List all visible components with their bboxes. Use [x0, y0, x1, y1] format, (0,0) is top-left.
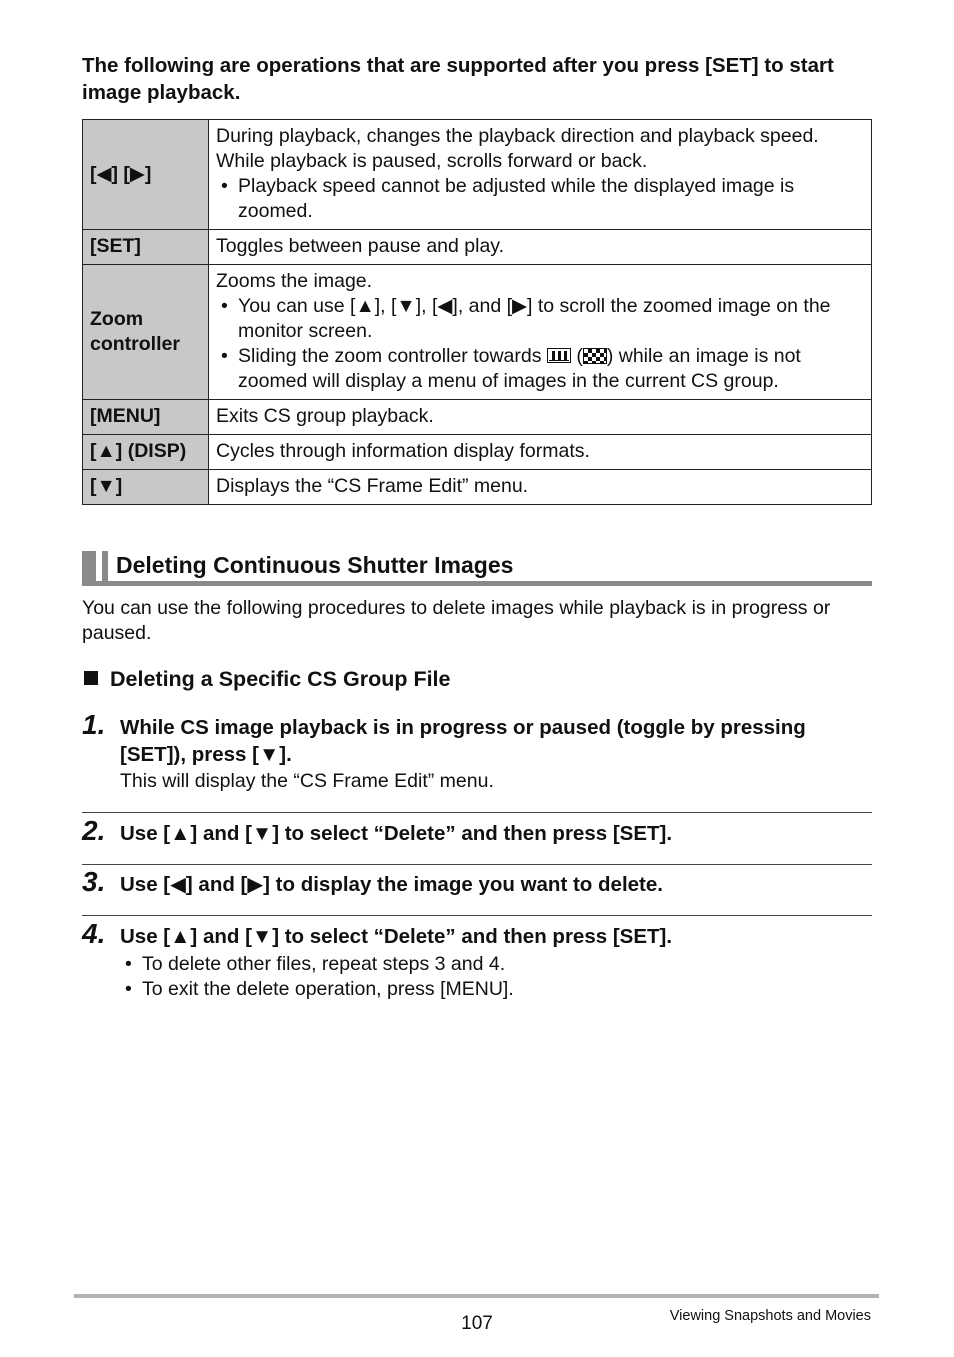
operations-table — [82, 119, 872, 505]
table-row — [83, 400, 872, 435]
index-grid-icon — [583, 348, 607, 364]
footer-rule — [74, 1294, 879, 1298]
zoom-bullet-before: Sliding the zoom controller towards — [238, 345, 542, 367]
table-row — [83, 120, 872, 230]
zoom-wide-icon — [547, 348, 571, 363]
op-key: Zoom controller — [83, 265, 209, 400]
table-row — [83, 470, 872, 505]
divider — [82, 915, 872, 916]
op-key: [▲] (DISP) — [83, 435, 209, 470]
op-line: During playback, changes the playback direction and playback speed. — [216, 125, 819, 147]
step-number: 1. — [82, 709, 106, 740]
op-line: Zooms the image. — [216, 270, 373, 292]
step-3 — [82, 866, 872, 898]
op-bullet-zoom: • Sliding the zoom controller towards ( ) while an image is not zoomed will display a menu of images in the current CS group. — [216, 344, 863, 394]
op-key: [SET] — [83, 230, 209, 265]
step-number: 3. — [82, 866, 106, 897]
op-description — [209, 470, 872, 505]
zoom-bullet-after: ) while an image is not zoomed will display a menu of images in the current CS group. — [238, 345, 801, 392]
heading-rule — [82, 581, 872, 586]
table-row — [83, 435, 872, 470]
op-bullet: • You can use [▲], [▼], [◀], and [▶] to scroll the zoomed image on the monitor screen. — [216, 294, 863, 344]
page-number: 107 — [461, 1313, 493, 1334]
subheading-text: Deleting a Specific CS Group File — [110, 667, 451, 691]
op-description — [209, 120, 872, 230]
step-text: Use [◀] and [▶] to display the image you want to delete. — [120, 873, 663, 896]
op-key: [◀] [▶] — [83, 120, 209, 230]
op-key: [▼] — [83, 470, 209, 505]
op-line: Toggles between pause and play. — [216, 235, 505, 257]
op-line: Cycles through information display formats. — [216, 440, 590, 462]
op-description — [209, 400, 872, 435]
step-text: Use [▲] and [▼] to select “Delete” and then press [SET]. — [120, 822, 673, 845]
square-bullet-icon — [84, 671, 98, 685]
step-note: This will display the “CS Frame Edit” menu. — [120, 770, 494, 792]
step-bullet: • To exit the delete operation, press [MENU]. — [120, 977, 872, 1002]
step-1 — [82, 709, 872, 794]
op-description — [209, 265, 872, 400]
step-number: 2. — [82, 815, 106, 846]
table-row — [83, 230, 872, 265]
subheading — [84, 666, 450, 693]
op-description — [209, 435, 872, 470]
step-number: 4. — [82, 918, 106, 949]
table-row — [83, 265, 872, 400]
step-4 — [82, 918, 872, 1002]
footer-section-title: Viewing Snapshots and Movies — [669, 1308, 871, 1324]
step-2 — [82, 815, 872, 847]
op-line: While playback is paused, scrolls forward or back. — [216, 150, 648, 172]
divider — [82, 864, 872, 865]
step-text: While CS image playback is in progress or paused (toggle by pressing [SET]), press [▼]. — [120, 716, 806, 766]
op-line: Exits CS group playback. — [216, 405, 434, 427]
step-bullet: • To delete other files, repeat steps 3 and 4. — [120, 952, 872, 977]
step-text: Use [▲] and [▼] to select “Delete” and then press [SET]. — [120, 925, 673, 948]
op-key: [MENU] — [83, 400, 209, 435]
op-line: Displays the “CS Frame Edit” menu. — [216, 475, 529, 497]
section-title: Deleting Continuous Shutter Images — [116, 552, 514, 578]
section-heading — [82, 548, 872, 586]
section-paragraph: You can use the following procedures to delete images while playback is in progress or paused. — [82, 597, 831, 644]
op-description — [209, 230, 872, 265]
divider — [82, 812, 872, 813]
op-bullet: • Playback speed cannot be adjusted while the displayed image is zoomed. — [216, 174, 863, 224]
intro-text: The following are operations that are supported after you press [SET] to start image playback. — [82, 54, 834, 104]
